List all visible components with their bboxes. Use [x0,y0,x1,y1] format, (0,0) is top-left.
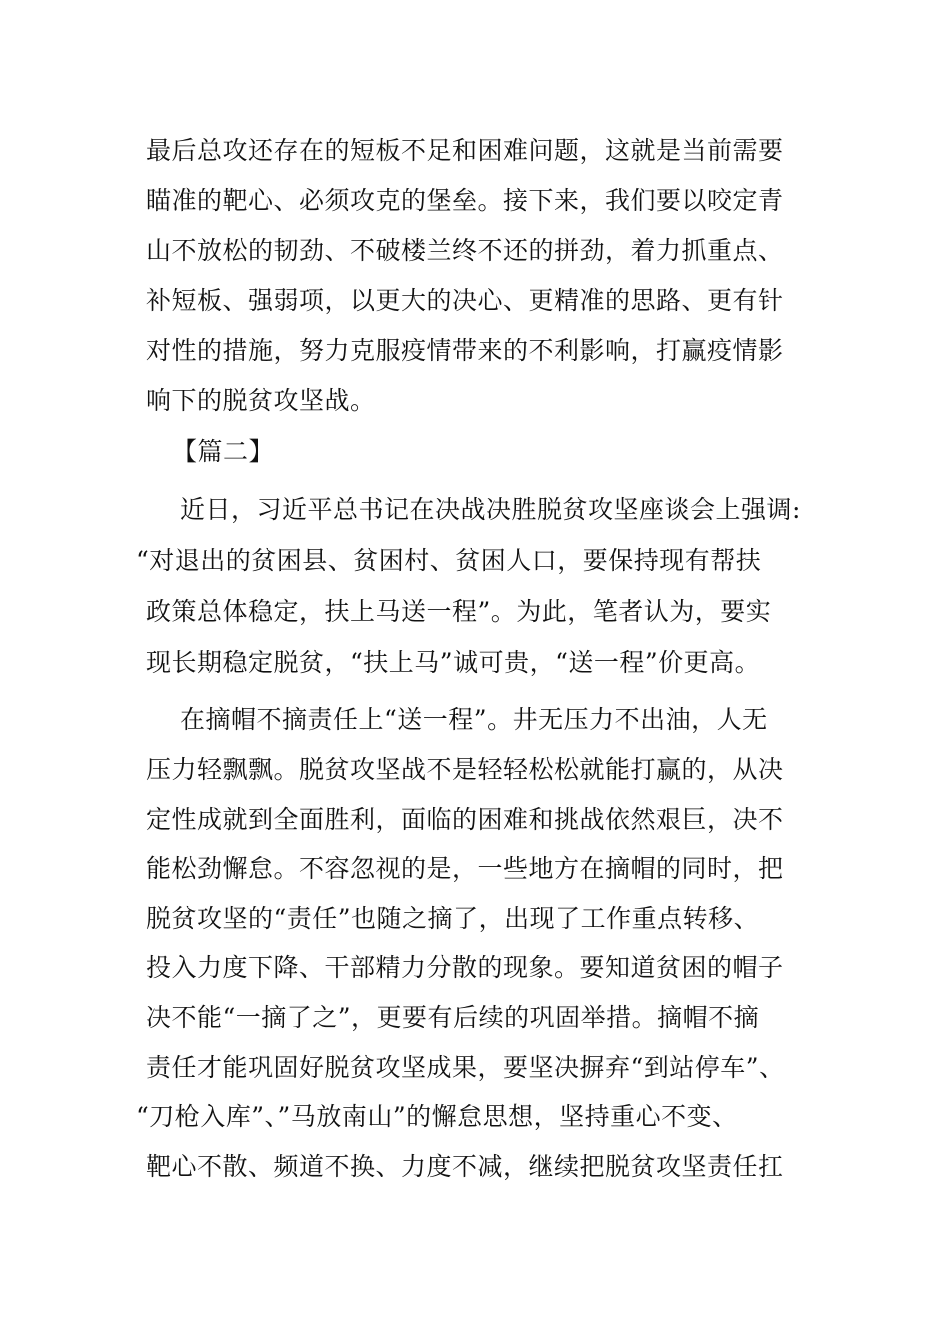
body-line-4: 补短板、强弱项，以更大的决心、更精准的思路、更有针 [146,286,784,315]
body-line-19: 责任才能巩固好脱贫攻坚成果，要坚决摒弃“到站停车”、 [146,1053,785,1082]
body-line-21: 靶心不散、频道不换、力度不减，继续把脱贫攻坚责任扛 [146,1152,784,1181]
body-line-11: 现长期稳定脱贫，“扶上马”诚可贵，“送一程”价更高。 [146,648,761,677]
body-line-16: 脱贫攻坚的“责任”也随之摘了，出现了工作重点转移、 [146,904,760,933]
body-line-1: 最后总攻还存在的短板不足和困难问题，这就是当前需要 [146,136,784,165]
body-line-17: 投入力度下降、干部精力分散的现象。要知道贫困的帽子 [146,953,784,982]
body-line-20: “刀枪入库”、”马放南山”的懈怠思想，坚持重心不变、 [136,1102,738,1131]
body-line-3: 山不放松的韧劲、不破楼兰终不还的拼劲，着力抓重点、 [146,236,784,265]
body-line-8: 近日，习近平总书记在决战决胜脱贫攻坚座谈会上强调: [180,495,801,524]
body-line-15: 能松劲懈怠。不容忽视的是，一些地方在摘帽的同时，把 [146,854,784,883]
body-line-9: “对退出的贫困县、贫困村、贫困人口，要保持现有帮扶 [136,546,762,575]
body-line-10: 政策总体稳定，扶上马送一程”。为此，笔者认为，要实 [146,597,772,626]
body-line-18: 决不能“一摘了之”，更要有后续的巩固举措。摘帽不摘 [146,1003,760,1032]
body-line-12: 在摘帽不摘责任上“送一程”。井无压力不出油，人无 [180,705,768,734]
body-line-14: 定性成就到全面胜利，面临的困难和挑战依然艰巨，决不 [146,805,784,834]
body-line-5: 对性的措施，努力克服疫情带来的不利影响，打赢疫情影 [146,336,784,365]
section-heading: 【篇二】 [172,437,275,466]
body-line-2: 瞄准的靶心、必须攻克的堡垒。接下来，我们要以咬定青 [146,186,784,215]
body-line-13: 压力轻飘飘。脱贫攻坚战不是轻轻松松就能打赢的，从决 [146,755,784,784]
body-line-6: 响下的脱贫攻坚战。 [146,386,376,415]
